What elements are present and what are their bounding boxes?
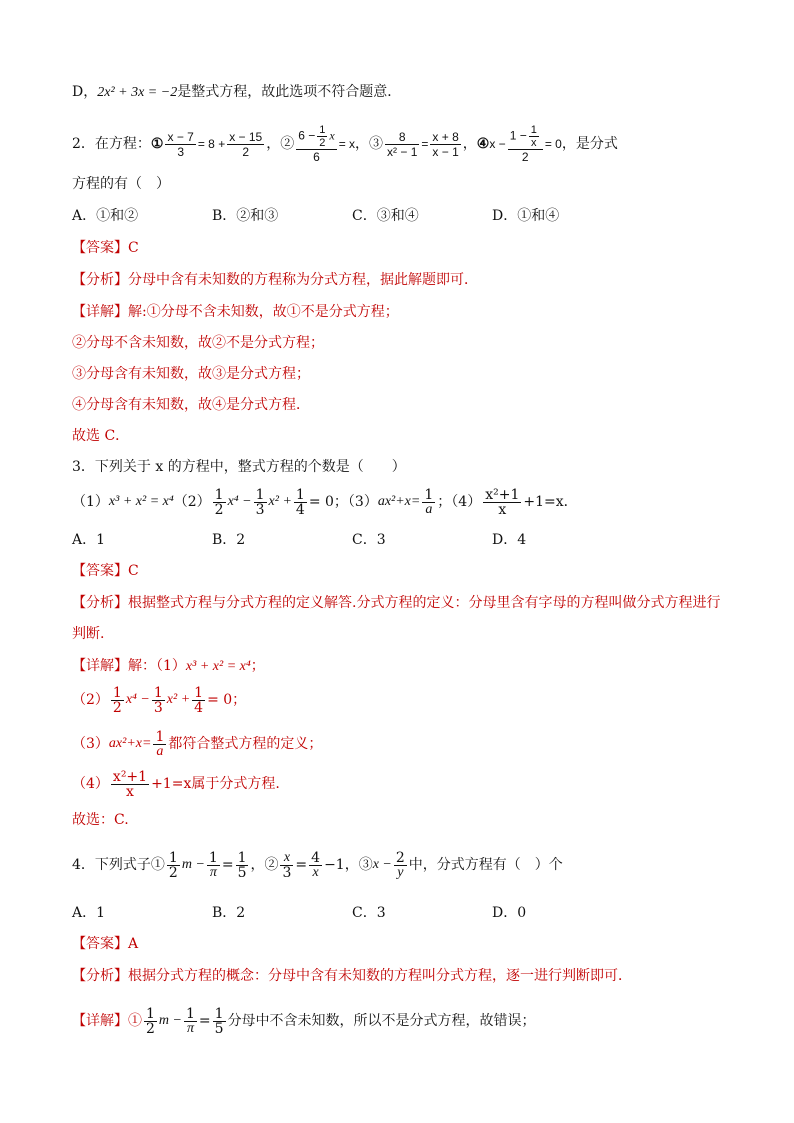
question-4-stem: 4．下列式子① $\frac{1}{2}$ m − $\frac{1}{\pi}$ = $\frac{1}{5}$ ，② $\frac{x}{3}$ = $\frac{4}{x}$ −1，③x − $\frac{2}{y}$ 中，分式方程有（ ）个	[72, 849, 563, 881]
option-c[interactable]: C．③和④	[352, 208, 419, 224]
question-3-detail-2: （2） $\frac{1}{2}$ x⁴ − $\frac{1}{3}$ x² + $\frac{1}{4}$ = 0；	[72, 684, 247, 716]
option-a[interactable]: A．①和②	[72, 208, 139, 224]
option-a[interactable]: A．1	[72, 905, 106, 921]
question-3-stem: 3．下列关于 x 的方程中，整式方程的个数是（ ）	[72, 459, 406, 475]
option-c[interactable]: C．3	[352, 532, 386, 548]
question-2-stem-cont: 方程的有（ ）	[72, 176, 170, 192]
question-2-stem: 2．在方程：① $\frac{x - 7}{3}$ = 8 + $\frac{x - 15}{2}$ ，② 6 − $\frac{1}{2}$ x 6 = x，③ $\frac{8}{\text{x² − 1}}$ = $\frac{x + 8}{x - 1}$ ，④x − 1 − $\frac{1}{x}$ 2 = 0，是分式	[72, 124, 618, 164]
question-2-detail-4: ④分母含有未知数，故④是分式方程．	[72, 397, 310, 413]
question-4-answer: 【答案】A	[72, 936, 139, 952]
fraction: $\frac{2}{y}$	[395, 849, 405, 880]
fraction: $\frac{1}{2}$	[168, 849, 178, 881]
fraction: 6 − $\frac{1}{2}$ x 6	[298, 124, 335, 164]
question-3-detail-1: 【详解】解：（1）x³ + x² = x⁴；	[72, 658, 265, 674]
option-c[interactable]: C．3	[352, 905, 386, 921]
question-2-detail-2: ②分母不含未知数，故②不是分式方程；	[72, 335, 324, 351]
question-3-detail-4: （4） $\frac{\text{x²+1}}{x}$ +1=x属于分式方程.	[72, 768, 280, 800]
question-3-conclusion: 故选：C.	[72, 812, 129, 828]
option-a[interactable]: A．1	[72, 532, 106, 548]
question-3-answer: 【答案】C	[72, 563, 139, 579]
fraction: $\frac{1}{2}$	[112, 684, 122, 716]
question-3-equations: （1）x³ + x² = x⁴（2） $\frac{1}{2}$ x⁴ − $\frac{1}{3}$ x² + $\frac{1}{4}$ = 0；（3）ax²+x= $\frac{1}{a}$ ；（4） $\frac{\text{x²+1}}{x}$ +1=x．	[72, 486, 578, 518]
question-2-analysis: 【分析】分母中含有未知数的方程称为分式方程，据此解题即可．	[72, 272, 478, 288]
question-2-answer: 【答案】C	[72, 240, 139, 256]
option-d[interactable]: D．4	[492, 532, 527, 548]
question-2-detail-1: 【详解】解:①分母不含未知数，故①不是分式方程；	[72, 304, 399, 320]
question-4-analysis: 【分析】根据分式方程的概念：分母中含有未知数的方程叫分式方程，逐一进行判断即可．	[72, 968, 632, 984]
fraction: $\frac{1}{4}$	[295, 486, 305, 518]
fraction: $\frac{x - 15}{2}$	[229, 129, 263, 159]
option-d[interactable]: D．①和④	[492, 208, 560, 224]
question-2-options	[72, 206, 632, 226]
fraction: $\frac{1}{2}$	[146, 1005, 155, 1037]
fraction: $\frac{\text{x²+1}}{x}$	[485, 486, 520, 518]
fraction: $\frac{x - 7}{3}$	[167, 129, 194, 159]
option-b[interactable]: B．2	[212, 905, 246, 921]
question-3-options	[72, 530, 632, 550]
fraction: $\frac{1}{a}$	[424, 486, 434, 517]
equation: 2x² + 3x = −2	[97, 85, 178, 100]
fraction: $\frac{1}{\pi}$	[185, 1005, 195, 1036]
option-b[interactable]: B．2	[212, 532, 246, 548]
fraction: $\frac{4}{x}$	[311, 849, 321, 880]
question-4-detail-1: 【详解】① $\frac{1}{2}$ m − $\frac{1}{\pi}$ = $\frac{1}{5}$ 分母中不含未知数，所以不是分式方程，故错误；	[72, 1005, 536, 1037]
fraction: $\frac{1}{2}$	[214, 486, 224, 518]
fraction: $\frac{x}{3}$	[282, 849, 292, 881]
question-2-detail-3: ③分母含有未知数，故③是分式方程；	[72, 366, 310, 382]
fraction: $\frac{\text{x²+1}}{x}$	[112, 768, 148, 800]
fraction: $\frac{1}{4}$	[194, 684, 204, 716]
question-4-options	[72, 903, 632, 923]
fraction: $\frac{1}{5}$	[214, 1005, 224, 1037]
fraction: 1 − $\frac{1}{x}$ 2	[508, 124, 543, 164]
fraction: $\frac{1}{3}$	[153, 684, 163, 716]
fraction: $\frac{1}{\pi}$	[208, 849, 218, 880]
question-3-analysis-cont: 判断.	[72, 626, 105, 642]
fraction: $\frac{8}{\text{x² − 1}}$	[387, 129, 418, 159]
question-2-conclusion: 故选 C．	[72, 428, 130, 444]
fraction: $\frac{1}{3}$	[255, 486, 265, 518]
question-3-analysis: 【分析】根据整式方程与分式方程的定义解答.分式方程的定义：分母里含有字母的方程叫做分式方程进行	[72, 595, 721, 611]
fraction: $\frac{1}{a}$	[155, 728, 165, 759]
fraction: $\frac{1}{5}$	[237, 849, 247, 881]
option-d-conclusion: D，2x² + 3x = −2是整式方程，故此选项不符合题意．	[72, 84, 402, 100]
option-d[interactable]: D．0	[492, 905, 527, 921]
fraction: $\frac{x + 8}{x - 1}$	[432, 129, 459, 159]
option-b[interactable]: B．②和③	[212, 208, 279, 224]
question-3-detail-3: （3）ax²+x= $\frac{1}{a}$ 都符合整式方程的定义；	[72, 728, 323, 759]
